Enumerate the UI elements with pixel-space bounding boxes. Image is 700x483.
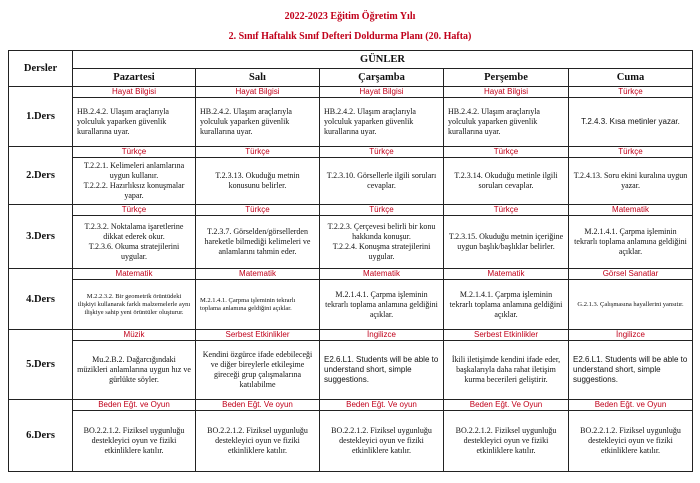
subject-label: Beden Eğt. ve Oyun [73, 400, 195, 411]
lesson-cell [73, 205, 196, 269]
subject-label: Beden Eğt. Ve oyun [320, 400, 443, 411]
subject-label: Görsel Sanatlar [569, 269, 692, 280]
lesson-cell [569, 87, 693, 147]
objective-text: HB.2.4.2. Ulaşım araçlarıyla yolculuk yaparken güvenlik kurallarına uyar. [448, 107, 540, 136]
objective-text: G.2.1.3. Çalışmasına hayallerini yansıtır. [577, 300, 684, 308]
day-header-friday: Cuma [569, 69, 693, 87]
subject-label: Türkçe [73, 205, 195, 216]
document-title: 2022-2023 Eğitim Öğretim Yılı [284, 11, 416, 22]
subject-label: Matematik [73, 269, 195, 280]
objective-text: HB.2.4.2. Ulaşım araçlarıyla yolculuk yaparken güvenlik kurallarına uyar. [324, 107, 416, 136]
objective-text: Mu.2.B.2. Dağarcığındaki müzikleri anlamlarına uygun hız ve gürlükte söyler. [77, 355, 191, 384]
subject-label: Türkçe [569, 147, 692, 158]
lesson-cell [569, 147, 693, 205]
lesson-cell [320, 330, 444, 400]
lesson-cell [569, 205, 693, 269]
objective-text: M.2.1.4.1. Çarpma işleminin tekrarlı toplama anlamına geldiğini açıklar. [200, 296, 296, 312]
subject-label: Matematik [444, 269, 568, 280]
lesson-cell [73, 147, 196, 205]
subject-label: Türkçe [444, 205, 568, 216]
lesson-cell [196, 205, 320, 269]
lesson-cell [320, 205, 444, 269]
document-header [0, 0, 700, 45]
lesson-cell [320, 87, 444, 147]
subject-label: Matematik [320, 269, 443, 280]
subject-label: Hayat Bilgisi [444, 87, 568, 98]
subject-label: Hayat Bilgisi [320, 87, 443, 98]
lesson-row [9, 330, 693, 400]
lesson-cell [320, 400, 444, 472]
objective-text: HB.2.4.2. Ulaşım araçlarıyla yolculuk yaparken güvenlik kurallarına uyar. [200, 107, 292, 136]
objective-text: BO.2.2.1.2. Fiziksel uygunluğu destekleyici oyun ve fiziki etkinliklere katılır. [207, 426, 308, 455]
subject-label: Türkçe [320, 205, 443, 216]
lesson-row [9, 205, 693, 269]
objective-text: T.2.3.15. Okuduğu metnin içeriğine uygun başlık/başlıklar belirler. [448, 232, 564, 251]
subject-label: Matematik [569, 205, 692, 216]
lesson-cell [196, 87, 320, 147]
document-subtitle: 2. Sınıf Haftalık Sınıf Defteri Doldurma Planı (20. Hafta) [228, 31, 472, 42]
lesson-cell [444, 147, 569, 205]
lesson-cell [320, 269, 444, 330]
subject-label: Beden Eğt. Ve oyun [196, 400, 319, 411]
objective-text: E2.6.L1. Students will be able to understand short, simple suggestions. [324, 355, 439, 384]
lesson-cell [196, 400, 320, 472]
objective-text: T.2.2.1. Kelimeleri anlamlarına uygun kullanır. T.2.2.2. Hazırlıksız konuşmalar yapar. [83, 161, 185, 200]
objective-text: BO.2.2.1.2. Fiziksel uygunluğu destekleyici oyun ve fiziki etkinliklere katılır. [83, 426, 185, 455]
subject-label: Türkçe [444, 147, 568, 158]
lesson-row [9, 147, 693, 205]
objective-text: İkili iletişimde kendini ifade eder, başkalarıyla daha rahat iletişim kurma becerileri geliştirir. [451, 355, 561, 384]
lesson-cell [444, 400, 569, 472]
lesson-row [9, 87, 693, 147]
lesson-cell [569, 330, 693, 400]
header-row-top [9, 51, 693, 69]
lesson-label: 5.Ders [9, 330, 73, 400]
objective-text: M.2.1.4.1. Çarpma işleminin tekrarlı toplama anlamına geldiğini açıklar. [449, 289, 563, 319]
subject-label: Serbest Etkinlikler [444, 330, 568, 341]
lesson-cell [196, 147, 320, 205]
lesson-cell [73, 330, 196, 400]
lesson-row [9, 269, 693, 330]
objective-text: BO.2.2.1.2. Fiziksel uygunluğu destekleyici oyun ve fiziki etkinliklere katılır. [580, 426, 681, 455]
subject-label: Türkçe [196, 205, 319, 216]
objective-text: BO.2.2.1.2. Fiziksel uygunluğu destekleyici oyun ve fiziki etkinliklere katılır. [331, 426, 432, 455]
objective-text: Kendini özgürce ifade edebileceği ve diğer bireylerle etkileşime gireceği grup çalışmalarına katılabilme [202, 350, 313, 389]
dersler-header: Dersler [9, 51, 73, 87]
lesson-cell [73, 400, 196, 472]
objective-text: T.2.3.10. Görsellerle ilgili soruları cevaplar. [326, 171, 437, 190]
subject-label: Türkçe [320, 147, 443, 158]
lesson-label: 3.Ders [9, 205, 73, 269]
subject-label: Türkçe [196, 147, 319, 158]
subject-label: İngilizce [320, 330, 443, 341]
objective-text: M.2.1.4.1. Çarpma işleminin tekrarlı toplama anlamına geldiğini açıklar. [325, 289, 438, 319]
objective-text: T.2.3.7. Görselden/görsellerden hareketle bilmediği kelimeleri ve anlamlarını tahmin eder. [204, 227, 311, 256]
lesson-cell [444, 330, 569, 400]
lesson-cell [444, 205, 569, 269]
lesson-cell [569, 400, 693, 472]
subject-label: Türkçe [569, 87, 692, 98]
objective-text: T.2.3.14. Okuduğu metinle ilgili soruları cevaplar. [454, 171, 558, 190]
subject-label: Müzik [73, 330, 195, 341]
objective-text: M.2.2.3.2. Bir geometrik örüntüdeki ilişkiyi kullanarak farklı malzemelerle aynı ilişkiye sahip yeni örüntüler oluşturur. [77, 292, 191, 316]
weekly-plan-table [8, 50, 693, 472]
day-header-thursday: Perşembe [444, 69, 569, 87]
header-row-days [9, 69, 693, 87]
lesson-cell [73, 269, 196, 330]
subject-label: Beden Eğt. Ve Oyun [444, 400, 568, 411]
objective-text: BO.2.2.1.2. Fiziksel uygunluğu destekleyici oyun ve fiziki etkinliklere katılır. [455, 426, 557, 455]
lesson-label: 4.Ders [9, 269, 73, 330]
subject-label: İngilizce [569, 330, 692, 341]
day-header-tuesday: Salı [196, 69, 320, 87]
subject-label: Matematik [196, 269, 319, 280]
subject-label: Serbest Etkinlikler [196, 330, 319, 341]
subject-label: Türkçe [73, 147, 195, 158]
subject-label: Hayat Bilgisi [196, 87, 319, 98]
day-header-monday: Pazartesi [73, 69, 196, 87]
day-header-wednesday: Çarşamba [320, 69, 444, 87]
lesson-label: 2.Ders [9, 147, 73, 205]
objective-text: T.2.4.13. Soru ekini kuralına uygun yazar. [573, 171, 688, 190]
objective-text: T.2.2.3. Çerçevesi belirli bir konu hakkında konuşur. T.2.2.4. Konuşma stratejilerini uygular. [327, 222, 436, 261]
lesson-cell [73, 87, 196, 147]
objective-text: HB.2.4.2. Ulaşım araçlarıyla yolculuk yaparken güvenlik kurallarına uyar. [77, 107, 169, 136]
objective-text: T.2.4.3. Kısa metinler yazar. [581, 117, 680, 126]
lesson-cell [196, 330, 320, 400]
lesson-cell [444, 269, 569, 330]
subject-label: Beden Eğt. ve Oyun [569, 400, 692, 411]
lesson-row [9, 400, 693, 472]
gunler-header: GÜNLER [73, 51, 693, 69]
lesson-label: 1.Ders [9, 87, 73, 147]
lesson-cell [196, 269, 320, 330]
lesson-cell [320, 147, 444, 205]
objective-text: T.2.3.2. Noktalama işaretlerine dikkat ederek okur. T.2.3.6. Okuma stratejilerini uygular. [84, 222, 184, 261]
lesson-cell [444, 87, 569, 147]
objective-text: M.2.1.4.1. Çarpma işleminin tekrarlı toplama anlamına geldiğini açıklar. [574, 227, 687, 256]
objective-text: T.2.3.13. Okuduğu metnin konusunu belirler. [215, 171, 300, 190]
lesson-cell [569, 269, 693, 330]
subject-label: Hayat Bilgisi [73, 87, 195, 98]
lesson-label: 6.Ders [9, 400, 73, 472]
objective-text: E2.6.L1. Students will be able to understand short, simple suggestions. [573, 355, 688, 384]
